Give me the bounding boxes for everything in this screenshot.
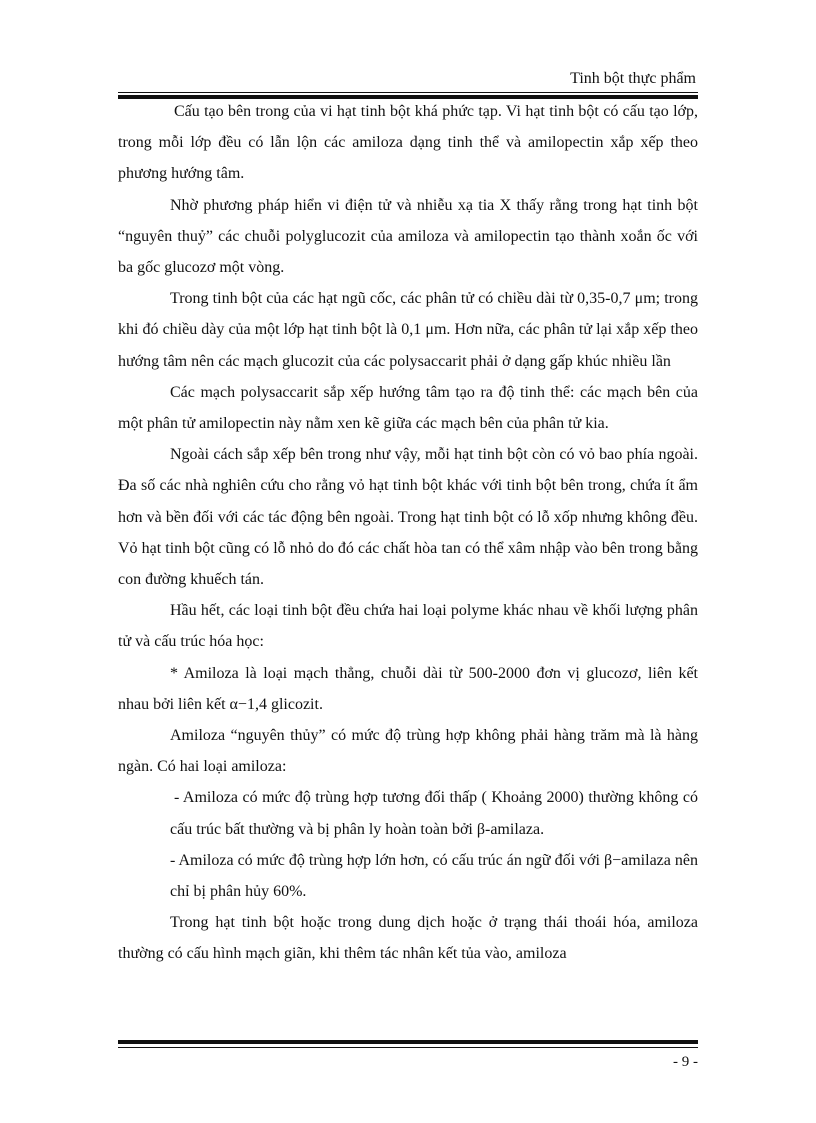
page-number: - 9 - (673, 1054, 698, 1070)
footer-rule-thick (118, 1040, 698, 1044)
paragraph-two-polymers: Hầu hết, các loại tinh bột đều chứa hai loại polyme khác nhau về khối lượng phân tử và cấu trúc hóa học: (118, 602, 698, 651)
paragraph-crystallinity: Các mạch polysaccarit sắp xếp hướng tâm tạo ra độ tinh thể: các mạch bên của một phân tử amilopectin này nằm xen kẽ giữa các mạch bên của phân tử kia. (118, 383, 698, 433)
paragraph-electron-microscopy: Nhờ phương pháp hiển vi điện tử và nhiễu xạ tia X thấy rằng trong hạt tinh bột “nguyên thuỷ” các chuỗi polyglucozit của amiloza và amilopectin tạo thành xoắn ốc với ba gốc glucozơ một vòng. (118, 196, 698, 277)
paragraph-cereal-starch: Trong tinh bột của các hạt ngũ cốc, các phân tử có chiều dài từ 0,35-0,7 μm; trong khi đó chiều dày của một lớp hạt tinh bột là 0,1 μm. Hơn nữa, các phân tử lại xắp xếp theo hướng tâm nên các mạch glucozit của các polysaccarit phải ở dạng gấp khúc nhiều lần (118, 290, 698, 370)
paragraph-outer-shell: Ngoài cách sắp xếp bên trong như vậy, mỗi hạt tinh bột còn có vỏ bao phía ngoài. Đa số các nhà nghiên cứu cho rằng vỏ hạt tinh bột khác với tinh bột bên trong, chứa ít ẩm hơn và bền đối với các tác động bên ngoài. Trong hạt tinh bột có lỗ xốp nhưng không đều. Vỏ hạt tinh bột cũng có lỗ nhỏ do đó các chất hòa tan có thể xâm nhập vào bên trong bằng con đường khuếch tán. (118, 446, 698, 589)
list-item-high-polymerization: - Amiloza có mức độ trùng hợp lớn hơn, có cấu trúc án ngữ đối với β−amilaza nên chỉ bị phân hủy 60%. (170, 851, 698, 901)
footer-rule-thin (118, 1047, 698, 1048)
paragraph-amylose-configuration: Trong hạt tinh bột hoặc trong dung dịch hoặc ở trạng thái thoái hóa, amiloza thường có cấu hình mạch giãn, khi thêm tác nhân kết tủa vào, amiloza (118, 914, 698, 963)
header-rule-thin (118, 92, 698, 93)
running-header-title: Tinh bột thực phẩm (570, 70, 696, 87)
paragraph-inner-structure: Cấu tạo bên trong của vi hạt tinh bột khá phức tạp. Vi hạt tinh bột có cấu tạo lớp, trong mỗi lớp đều có lẫn lộn các amiloza dạng tinh thể và amilopectin xắp xếp theo phương hướng tâm. (118, 103, 698, 183)
page-body (118, 96, 698, 970)
paragraph-native-amylose: Amiloza “nguyên thủy” có mức độ trùng hợp không phải hàng trăm mà là hàng ngàn. Có hai loại amiloza: (118, 727, 698, 776)
paragraph-amylose-definition: * Amiloza là loại mạch thẳng, chuỗi dài từ 500-2000 đơn vị glucozơ, liên kết nhau bởi liên kết α−1,4 glicozit. (118, 664, 698, 713)
list-item-low-polymerization: - Amiloza có mức độ trùng hợp tương đối thấp ( Khoảng 2000) thường không có cấu trúc bất thường và bị phân ly hoàn toàn bởi β-amilaza. (170, 789, 698, 838)
